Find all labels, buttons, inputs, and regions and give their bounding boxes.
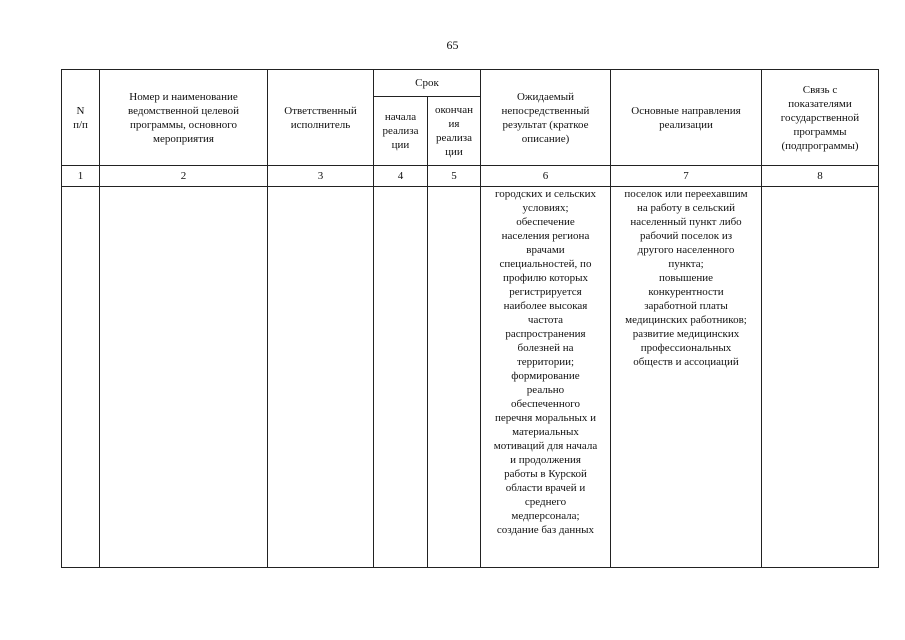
header-row-top: [62, 70, 879, 97]
cell-responsible: [268, 187, 374, 568]
cell-expected-result: [481, 187, 611, 568]
column-number: 4: [374, 166, 428, 187]
cell-main-directions: [611, 187, 762, 568]
page-number: 65: [446, 38, 459, 52]
column-number: 3: [268, 166, 374, 187]
main-directions-text: поселок или переехавшим на работу в сельский населенный пункт либо рабочий поселок из другого населенного пункта; повышение конкурентности заработной платы медицинских работников; развитие медицинских профессиональных обществ и ассоциаций: [624, 188, 748, 368]
header-n-pp-label: N п/п: [73, 104, 88, 131]
header-main-directions-label: Основные направления реализации: [631, 104, 741, 131]
header-expected-result-label: Ожидаемый непосредственный результат (краткое описание): [501, 90, 590, 145]
cell-end: [428, 187, 481, 568]
header-link-indicators-label: Связь с показателями государственной программы (подпрограммы): [780, 83, 860, 152]
header-program-name-label: Номер и наименование ведомственной целевой программы, основного мероприятия: [128, 90, 239, 145]
header-responsible: [268, 70, 374, 166]
header-srok: [374, 70, 481, 97]
cell-program-name: [100, 187, 268, 568]
expected-result-text: городских и сельских условиях; обеспечение населения региона врачами специальностей, по профилю которых регистрируется наиболее высокая частота распространения болезней на территории; формирование реально обеспеченного перечня моральных и материальных мотиваций для начала и продолжения работы в Курской области врачей и среднего медперсонала; создание баз данных: [493, 188, 598, 536]
column-number: 5: [428, 166, 481, 187]
header-main-directions: [611, 70, 762, 166]
table-row: [62, 187, 879, 568]
header-program-name: [100, 70, 268, 166]
cell-link-indicators: [762, 187, 879, 568]
header-n-pp: [62, 70, 100, 166]
column-number: 7: [611, 166, 762, 187]
header-expected-result: [481, 70, 611, 166]
header-srok-label: Срок: [415, 77, 439, 89]
column-number-row: [62, 166, 879, 187]
column-number: 8: [762, 166, 879, 187]
column-number: 2: [100, 166, 268, 187]
column-number: 6: [481, 166, 611, 187]
header-link-indicators: [762, 70, 879, 166]
header-start-label: начала реализа ции: [382, 111, 419, 151]
cell-n-pp: [62, 187, 100, 568]
column-number: 1: [62, 166, 100, 187]
cell-start: [374, 187, 428, 568]
header-responsible-label: Ответственный исполнитель: [284, 104, 357, 131]
header-end: [428, 97, 481, 166]
program-table: [61, 69, 879, 568]
header-start: [374, 97, 428, 166]
header-end-label: окончан ия реализа ции: [435, 104, 473, 158]
